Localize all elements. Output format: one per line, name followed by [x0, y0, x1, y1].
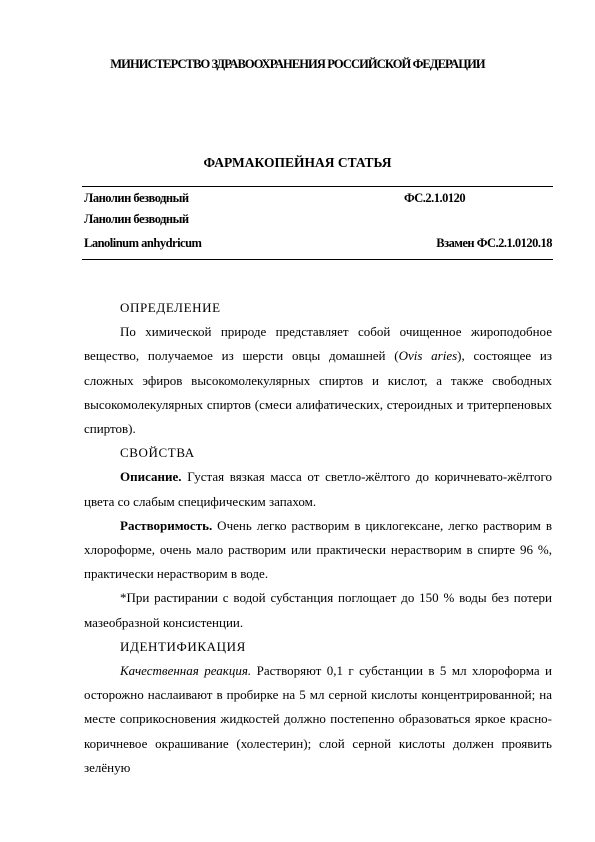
substance-name-ru-2: Ланолин безводный	[84, 212, 189, 226]
solubility-label: Растворимость.	[120, 517, 213, 533]
title-row-1	[84, 191, 552, 206]
qualitative-reaction-paragraph: Качественная реакция. Растворяют 0,1 г субстанции в 5 мл хлороформа и осторожно наслаивают в пробирке на 5 мл серной кислоты концентрированной; на месте соприкосновения жидкостей должно постепенно образоваться яркое красно-коричневое окрашивание (холестерин); слой серной кислоты должен проявить зелёную	[84, 663, 553, 775]
species-name: Ovis aries	[398, 348, 458, 364]
title-row-2	[84, 212, 552, 227]
ministry-title: МИНИСТЕРСТВО ЗДРАВООХРАНЕНИЯ РОССИЙСКОЙ ФЕДЕРАЦИИ	[110, 57, 485, 71]
substance-name-latin: Lanolinum anhydricum	[84, 236, 202, 250]
monograph-code: ФС.2.1.0120	[404, 191, 466, 205]
qualitative-label: Качественная реакция.	[120, 663, 252, 679]
top-divider	[82, 186, 553, 187]
article-type-title: ФАРМАКОПЕЙНАЯ СТАТЬЯ	[203, 155, 392, 170]
description-label: Описание.	[120, 469, 182, 485]
definition-paragraph: По химической природе представляет собой очищенное жироподобное вещество, получаемое из шерсти овцы домашней (Ovis aries), состоящее из сложных эфиров высокомолекулярных спиртов и кислот, а также свободных высокомолекулярных спиртов (смеси алифатических, стероидных и тритерпеновых спиртов).	[84, 324, 552, 437]
title-row-3	[84, 236, 552, 251]
solubility-paragraph: Растворимость. Очень легко растворим в циклогексане, легко растворим в хлороформе, очень мало растворим или практически нерастворим в спирте 96 %, практически нерастворим в воде.	[84, 517, 552, 582]
replaces-code: Взамен ФС.2.1.0120.18	[436, 236, 552, 250]
water-absorption-note: *При растирании с водой субстанция поглощает до 150 % воды без потери мазеобразной консистенции.	[84, 590, 552, 630]
identification-heading: ИДЕНТИФИКАЦИЯ	[120, 638, 246, 654]
bottom-divider	[82, 259, 553, 260]
monograph-body	[84, 296, 552, 780]
substance-name-ru: Ланолин безводный	[84, 191, 189, 205]
description-paragraph: Описание. Густая вязкая масса от светло-жёлтого до коричневато-жёлтого цвета со слабым специфическим запахом.	[84, 469, 552, 509]
definition-heading: ОПРЕДЕЛЕНИЕ	[120, 300, 221, 315]
properties-heading: СВОЙСТВА	[120, 445, 195, 461]
